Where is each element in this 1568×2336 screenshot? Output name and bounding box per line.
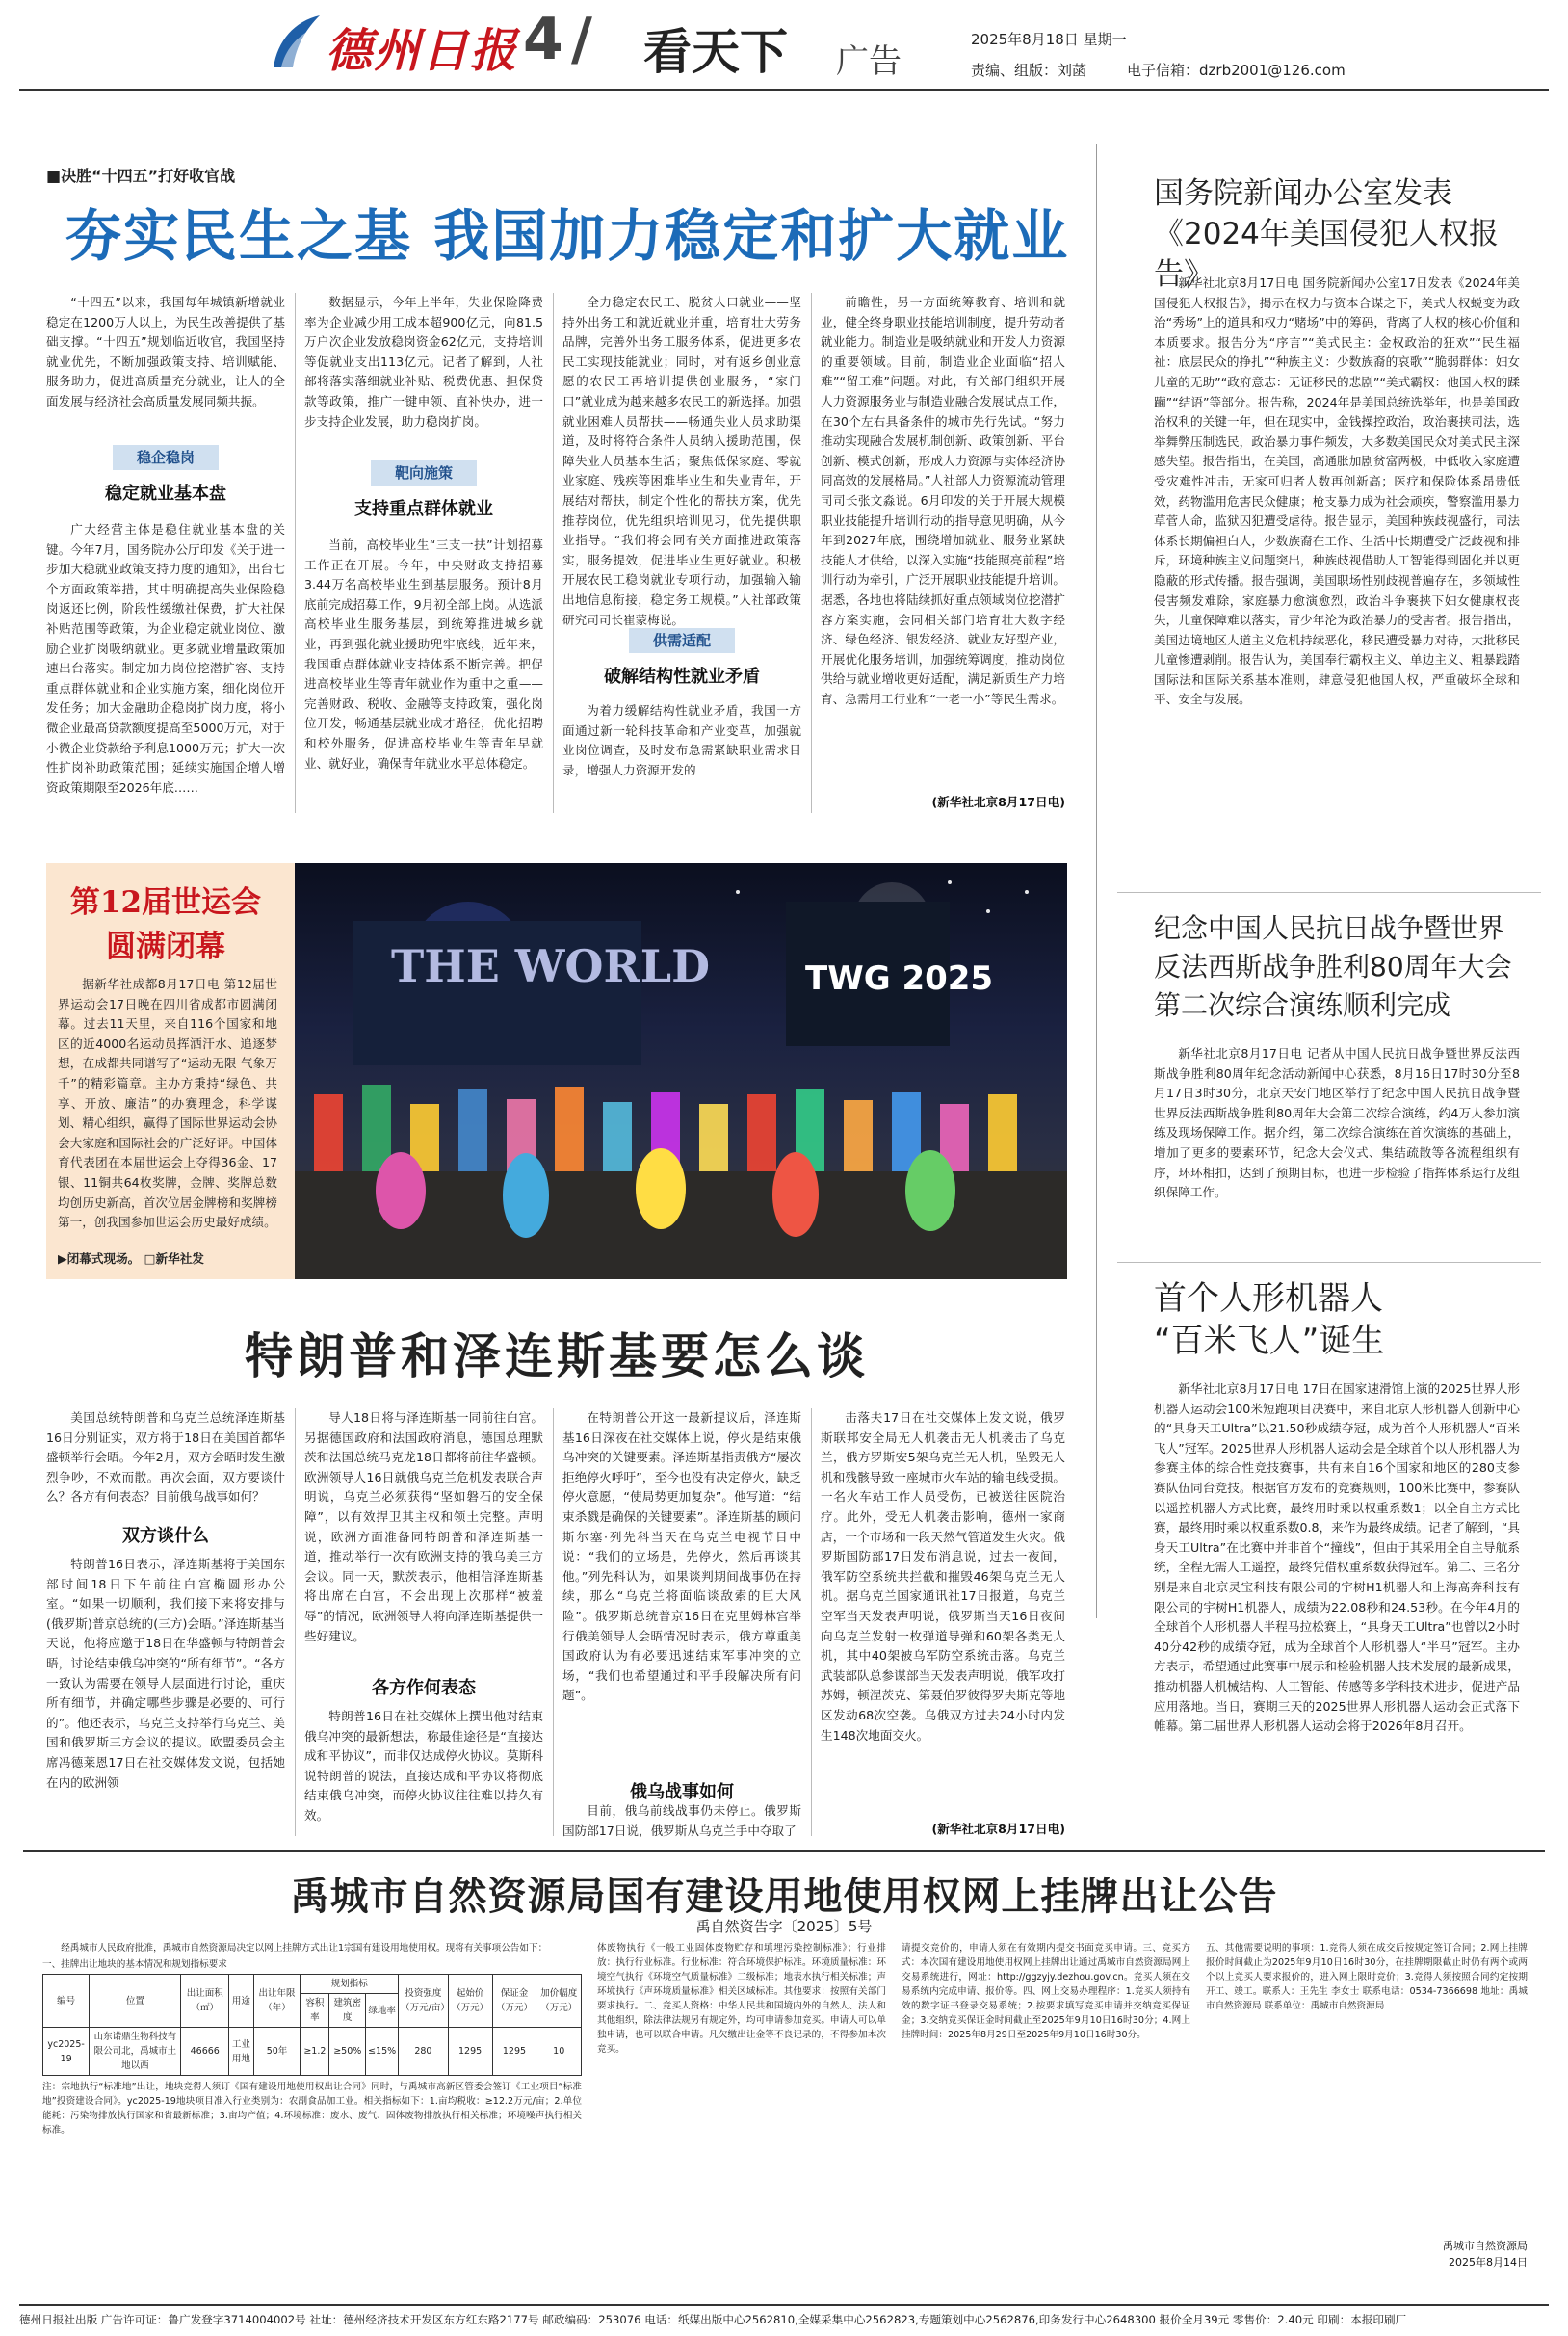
photo-screen-text-1: THE WORLD — [391, 940, 710, 992]
lead-byline: (新华社北京8月17日电) — [931, 795, 1065, 809]
right2-title-line3: 第二次综合演练顺利完成 — [1154, 989, 1451, 1021]
main-col-divider — [1096, 144, 1097, 1618]
games-photo — [295, 863, 1067, 1279]
table-cell: 山东诺鼎生物科技有限公司北，禹城市土地以西 — [90, 2028, 181, 2076]
table-header: 保证金（万元） — [492, 1975, 536, 2028]
trump-col-1b: 特朗普16日表示，泽连斯基将于美国东部时间18日下午前往白宫椭圆形办公室。“如果一切顺利，我们接下来将安排与(俄罗斯)普京总统的(三方)会晤。”泽连斯基当天说，他将应邀于18日在华盛顿与特朗普会晤，讨论结束俄乌冲突的“所有细节”。“各方一致认为需要在领导人层面进行讨论，重庆所有细节，并确定哪些步骤是必要的、可行的”。他还表示，乌克兰支持举行乌克兰、美国和俄罗斯三方会议的提议。欧盟委员会主席冯德莱恩17日在社交媒体发文说，包括她在内的欧洲领 — [46, 1557, 285, 1790]
notice-sec-1: 一、挂牌出让地块的基本情况和规划指标要求 — [42, 1959, 227, 1970]
right3-body: 新华社北京8月17日电 17日在国家速滑馆上演的2025世界人形机器人运动会100米短跑项目决赛中，来自北京人形机器人创新中心的“具身天工Ultra”以21.50秒成绩夺冠，成为首个人形机器人“百米飞人”冠军。2025世界人形机器人运动会是全球首个以人形机器人为参赛主体的综合性竞技赛事，共有来自16个国家和地区的280支参赛队伍同台竞技。根据官方发布的竞赛规则，100米比赛中，参赛队以遥控机器人方式比赛，最终用时乘以权重系数1；以全自主方式比赛，最终用时乘以权重系数0.8，来作为最终成绩。记者了解到，“具身天工Ultra”在比赛中并非首个“撞线”，但由于其采用全自主导航系统，全程无需人工遥控，最终凭借权重系数获得冠军。第二、三名分别是来自北京灵宝科技有限公司的宇树H1机器人和上海高奔科技有限公司的宇树H1机器人，成绩为22.08秒和24.53秒。在今年4月的全球首个人形机器人半程马拉松赛上，“具身天工Ultra”也曾以2小时40分42秒的成绩夺冠，成为全球首个人形机器人“半马”冠军。主办方表示，希望通过此赛事中展示和检验机器人技术发展的最新成果，推动机器人机械结构、人工智能、传感等多学科技术进步，促进产品应用落地。当日，赛期三天的2025世界人形机器人运动会正式落下帷幕。第二届世界人形机器人运动会将于2026年8月召开。 — [1154, 1381, 1520, 1734]
right2-title — [1154, 909, 1529, 1025]
section-title: 看天下 — [643, 23, 788, 80]
notice-frame — [23, 1850, 1545, 2293]
table-header: 建筑密度 — [329, 1994, 366, 2028]
badge-wrap-2 — [304, 460, 543, 486]
table-header: 绿地率 — [366, 1994, 399, 2028]
table-header: 投资强度（万元/亩） — [399, 1975, 449, 2028]
notice-sign-org: 禹城市自然资源局 — [1443, 2240, 1528, 2252]
lead-col-2a: 数据显示，今年上半年，失业保险降费率为企业减少用工成本超900亿元，向81.5万户次企业发放稳岗资金62亿元，支持培训等促就业支出113亿元。记者了解到，人社部将落实落细就业补贴、税费优惠、担保贷款等政策，推广一键申领、直补快办，进一步支持企业发展，助力稳岗扩岗。 — [304, 295, 543, 429]
footer-imprint: 德州日报社出版 广告许可证：鲁广发登字3714004002号 社址：德州经济技术开发区东方红东路2177号 邮政编码：253076 电话：纸媒出版中心2562810,全媒采集中心2562823,专题策划中心2562876,印务发行中心2648300 报价全月39元 零售价：2.40元 印刷：本报印刷厂 — [19, 2313, 1407, 2326]
notice-table — [42, 1974, 582, 2076]
right-divider — [1117, 892, 1541, 893]
games-title — [46, 880, 285, 969]
trump-sub-1: 双方谈什么 — [122, 1526, 209, 1546]
notice-number: 禹自然资告字〔2025〕5号 — [695, 1918, 873, 1935]
trump-sub-2: 各方作何表态 — [372, 1678, 476, 1698]
ad-tag: 广告 — [836, 42, 902, 81]
notice-col-3: 请提交竞价的，申请人须在有效期内提交书面竞买申请。三、竞买方式：本次国有建设用地使用权网上挂牌出让通过禹城市自然资源局网上交易系统进行，网址：http://ggzyjy.dezhou.gov.cn。竞买人须在交易系统内完成申请、报价等。四、网上交易办理程序：1.竞买人须持有效的数字证书登录交易系统；2.按要求填写竞买申请并交纳竞买保证金；3.交纳竞买保证金时间截止至2025年9月10日16时30分；4.网上挂牌时间：2025年8月29日至2025年9月10日16时30分。 — [902, 1943, 1190, 2040]
table-header: 出让年限（年） — [253, 1975, 301, 2028]
lead-kicker: ■决胜“十四五”打好收官战 — [46, 167, 236, 185]
right1-title-line2: 《2024年美国侵犯人权报告》 — [1154, 217, 1499, 292]
section-badge-3: 供需适配 — [629, 628, 735, 653]
trump-col-1a: 美国总统特朗普和乌克兰总统泽连斯基16日分别证实，双方将于18日在美国首都华盛顿举行会晤。今年2月，双方会晤时发生激烈争吵，不欢而散。再次会面，双方要谈什么？各方有何表态？目前俄乌战事如何？ — [46, 1410, 285, 1505]
right1-title-line1: 国务院新闻办公室发表 — [1154, 176, 1452, 211]
trump-byline: (新华社北京8月17日电) — [931, 1822, 1065, 1836]
table-header: 位置 — [90, 1975, 181, 2028]
trump-headline: 特朗普和泽连斯基要怎么谈 — [245, 1327, 869, 1384]
trump-col-2b: 特朗普16日在社交媒体上撰出他对结束俄乌冲突的最新想法，称最佳途径是“直接达成和平协议”，而非仅达成停火协议。莫斯科说特朗普的说法，直接达成和平协议将彻底结束俄乌冲突，而停火协议往往难以持久有效。 — [304, 1709, 543, 1823]
right2-body: 新华社北京8月17日电 记者从中国人民抗日战争暨世界反法西斯战争胜利80周年纪念活动新闻中心获悉，8月16日17时30分至8月17日3时30分，北京天安门地区举行了纪念中国人民抗日战争暨世界反法西斯战争胜利80周年大会第二次综合演练，约4万人参加演练及现场保障工作。据介绍，第二次综合演练在首次演练的基础上，增加了更多的要素环节，纪念大会仪式、集结疏散等各流程组织有序，环环相扣，达到了预期目标，也进一步检验了指挥体系运行及组织保障工作。 — [1154, 1046, 1520, 1200]
section-badge-2: 靶向施策 — [371, 460, 477, 486]
trump-col-4: 击落夫17日在社交媒体上发文说，俄罗斯联邦安全局无人机袭击无人机袭击了乌克兰，俄方罗斯安5架乌克兰无人机，坠毁无人机和残骸导致一座城市火车站的输电线受损。一名火车站工作人员受伤，已被送往医院治疗。此外，受无人机袭击影响，德州一家商店，一个市场和一段天然气管道发生火灾。俄罗斯国防部17日发布消息说，过去一夜间，俄军防空系统共拦截和摧毁46架乌克兰无人机。据乌克兰国家通讯社17日报道，乌克兰空军当天发表声明说，俄罗斯当天16日夜间向乌克兰发射一枚弹道导弹和60架各类无人机，其中40架被乌军防空系统击落。乌克兰武装部队总参谋部当天发表声明说，俄军攻打苏姆，顿涅茨克、第聂伯罗彼得罗夫斯克等地区发动68次空袭。乌俄双方过去24小时内发生148次地面交火。 — [821, 1410, 1065, 1743]
table-header: 编号 — [43, 1975, 90, 2028]
trump-col-3a: 在特朗普公开这一最新提议后，泽连斯基16日深夜在社交媒体上说，停火是结束俄乌冲突的关键要素。泽连斯基指责俄方“屡次拒绝停火呼吁”，至今也没有决定停火，缺乏停火意愿，“使局势更加复杂”。他写道：“结束杀戮是确保的关键要素”。泽连斯基的顾问斯尔塞·列先科当天在乌克兰电视节目中说：“我们的立场是，先停火，然后再谈其他。”列先科认为，如果谈判期间战事仍在持续，那么“乌克兰将面临谈敌索的巨大风险”。俄罗斯总统普京16日在克里姆林宫举行俄美领导人会晤情况时表示，俄方尊重美国政府认为有必要迅速结束军事冲突的立场，“我们也希望通过和平手段解决所有问题”。 — [562, 1410, 801, 1703]
photo-screen-text-2: TWG 2025 — [805, 959, 994, 998]
col-divider — [553, 1408, 554, 1836]
table-header: 起始价（万元） — [448, 1975, 492, 2028]
masthead — [0, 0, 1568, 89]
right1-body: 新华社北京8月17日电 国务院新闻办公室17日发表《2024年美国侵犯人权报告》，揭示在权力与资本合谋之下，美式人权蜕变为政治“秀场”上的道具和权力“赌场”中的筹码，背离了人权的核心价值和本质要求。报告分为“序言”“美式民主：金权政治的狂欢”“民生福祉：底层民众的挣扎”“种族主义：少数族裔的哀歌”“脆弱群体：妇女儿童的无助”“政府意志：无证移民的悲剧”“美式霸权：他国人权的蹂躏”“结语”等部分。报告称，2024年是美国总统选举年，也是美国政治权利的关键一年，但在现实中，金钱操控政治，政治裹挟司法，选举舞弊压制选民，政治暴力事件频发，大多数美国民众对美式民主深感失望。报告指出，在美国，高通胀加剧贫富两极，中低收入家庭遭受灾难性冲击，无家可归者人数再创新高；医疗和保险体系昂贵低效，药物滥用危害民众健康；枪支暴力成为社会顽疾，警察滥用暴力草菅人命，监狱囚犯遭受虐待。报告显示，美国种族歧视盛行，司法体系长期偏袒白人，少数族裔在工作、生活中长期遭受广泛歧视和排斥，环境种族主义问题突出，种族歧视借助人工智能得到固化并以更隐蔽的形式传播。报告强调，美国职场性别歧视普遍存在，多领域性侵害频发难除，家庭暴力愈演愈烈，政治斗争裹挟下妇女健康权丧失，儿童保障难以落实，青少年沦为政治暴力的受害者。报告指出，美国边境地区人道主义危机持续恶化，移民遭受暴力对待，大批移民儿童惨遭剥削。报告认为，美国奉行霸权主义、单边主义、粗暴践踏国际法和国际关系基本准则，肆意侵犯他国人权，严重破坏全球和平、安全与发展。 — [1154, 276, 1520, 707]
col-divider — [553, 293, 554, 813]
badge-wrap-1 — [46, 445, 285, 470]
table-cell: 46666 — [181, 2028, 229, 2076]
table-cell: 10 — [536, 2028, 582, 2076]
lead-sub-3: 破解结构性就业矛盾 — [604, 667, 760, 687]
table-row — [43, 2028, 582, 2076]
notice-signature — [1206, 2238, 1528, 2270]
games-photo-illustration — [295, 863, 1067, 1279]
table-header: 出让面积（㎡） — [181, 1975, 229, 2028]
games-title-line2: 圆满闭幕 — [106, 930, 225, 964]
col-divider — [295, 1408, 296, 1836]
lead-col-1: 广大经营主体是稳住就业基本盘的关键。今年7月，国务院办公厅印发《关于进一步加大稳就业政策支持力度的通知》，出台七个方面政策举措，其中明确提高失业保险稳岗返还比例，阶段性缓缴社保费，扩大社保补贴范围等政策，为企业稳定就业岗位、激励企业扩岗吸纳就业。更多就业增量政策加速出台落实。制定加力岗位挖潜扩容、支持重点群体就业和企业实施方案，细化岗位开发任务；加大金融助企稳岗扩岗力度，将小微企业最高贷款额度提高至5000万元，对于小微企业贷款给予利息1000万元；扩大一次性扩岗补助政策范围；延续实施国企增人增资政策期限至2026年底…… — [46, 522, 285, 795]
col-divider — [295, 293, 296, 813]
games-body: 据新华社成都8月17日电 第12届世界运动会17日晚在四川省成都市圆满闭幕。过去11天里，来自116个国家和地区的近4000名运动员挥洒汗水、追逐梦想，在成都共同谱写了“运动无限 气象万千”的精彩篇章。主办方秉持“绿色、共享、开放、廉洁”的办赛理念，科学谋划、精心组织，赢得了国际世界运动会协会大家庭和国际社会的广泛好评。中国体育代表团在本届世运会上夺得36金、17银、11铜共64枚奖牌，金牌、奖牌总数均创历史新高，首次位居金牌榜和奖牌榜第一，创我国参加世运会历史最好成绩。 — [58, 977, 277, 1230]
right2-title-line2: 反法西斯战争胜利80周年大会 — [1154, 951, 1512, 983]
notice-sign-date: 2025年8月14日 — [1449, 2256, 1528, 2269]
col-divider — [811, 293, 812, 813]
lead-sub-2: 支持重点群体就业 — [354, 499, 493, 519]
table-header-group: 规划指标 — [301, 1975, 399, 1994]
col-divider — [811, 1408, 812, 1836]
games-block — [46, 863, 1067, 1279]
table-header: 用途 — [229, 1975, 254, 2028]
table-cell: 工业用地 — [229, 2028, 254, 2076]
table-cell: 1295 — [448, 2028, 492, 2076]
lead-col-3b: 为着力缓解结构性就业矛盾，我国一方面通过新一轮科技革命和产业变革，加强就业岗位调查，及时发布急需紧缺职业需求目录，增强人力资源开发的 — [562, 703, 801, 777]
notice-col-4: 五、其他需要说明的事项：1.竞得人须在成交后按规定签订合同；2.网上挂牌报价时间截止为2025年9月10日16时30分，在挂牌期限截止时仍有两个或两个以上竞买人要求报价的，进入网上限时竞价；3.竞得人须按照合同约定按期开工、竣工。联系人：王先生 李女士 联系电话：0534-7366698 地址：禹城市自然资源局 联系单位：禹城市自然资源局 — [1206, 1943, 1528, 2011]
games-caption: ▶闭幕式现场。 □新华社发 — [58, 1251, 204, 1266]
section-badge-1: 稳企稳岗 — [113, 445, 219, 470]
table-header: 加价幅度（万元） — [536, 1975, 582, 2028]
email: 电子信箱：dzrb2001@126.com — [1127, 62, 1346, 79]
editors: 责编、组版：刘菡 — [971, 62, 1087, 79]
table-cell: 280 — [399, 2028, 449, 2076]
right3-title — [1154, 1277, 1520, 1362]
table-header-row — [43, 1975, 582, 1994]
right3-title-line1: 首个人形机器人 — [1154, 1279, 1383, 1318]
trump-sub-3: 俄乌战事如何 — [630, 1782, 734, 1802]
table-cell: ≥1.2 — [301, 2028, 329, 2076]
logo-mark-icon — [268, 12, 324, 71]
lead-intro: “十四五”以来，我国每年城镇新增就业稳定在1200万人以上，为民生改善提供了基础支撑。“十四五”规划临近收官，我国坚持就业优先，不断加强政策支持、培训赋能、服务助力，促进高质量充分就业，让人的全面发展与经济社会高质量发展同频共振。 — [46, 295, 285, 408]
games-title-line1: 第12届世运会 — [69, 885, 262, 920]
table-cell: ≤15% — [366, 2028, 399, 2076]
right3-title-line2: “百米飞人”诞生 — [1154, 1322, 1385, 1360]
trump-col-3b: 目前，俄乌前线战事仍未停止。俄罗斯国防部17日说，俄罗斯从乌克兰手中夺取了 — [562, 1803, 801, 1838]
trump-col-2a: 导人18日将与泽连斯基一同前往白宫。另据德国政府和法国政府消息，德国总理默茨和法国总统马克龙18日都将前往华盛顿。欧洲领导人16日就俄乌克兰危机发表联合声明说，乌克兰必须获得“坚如磐石的安全保障”，以有效捍卫其主权和领土完整。声明说，欧洲方面准备同特朗普和泽连斯基一道，推动举行一次有欧洲支持的俄乌美三方会议。同一天，默茨表示，他相信泽连斯基将出席在白宫，不会出现上次那样“被羞辱”的情况，欧洲领导人将向泽连斯基提供一些好建议。 — [304, 1410, 543, 1643]
notice-text-1: 注：宗地执行“标准地”出让，地块竞得人须订《国有建设用地使用权出让合同》同时，与禹城市高新区管委会签订《工业项目“标准地”投资建设合同》。yc2025-19地块项目准入行业类别为：农副食品加工业。相关指标如下：1.亩均税收：≥12.2万元/亩；2.单位能耗：污染物排放执行国家和省最新标准；3.亩均产值；4.环境标准：废水、废气、固体废物排放执行相关标准；环境噪声执行相关标准。 — [42, 2082, 582, 2136]
masthead-divider — [19, 89, 1549, 91]
table-cell: 50年 — [253, 2028, 301, 2076]
notice-intro: 经禹城市人民政府批准，禹城市自然资源局决定以网上挂牌方式出让1宗国有建设用地使用权。现将有关事项公告如下： — [61, 1943, 548, 1954]
notice-col-1 — [42, 1941, 582, 2288]
lead-col-2b: 当前，高校毕业生“三支一扶”计划招募工作正在开展。今年，中央财政支持招募3.44万名高校毕业生到基层服务。预计8月底前完成招募工作，9月初全部上岗。从选派高校毕业生服务基层，到统筹推进城乡就业，再到强化就业援助兜牢底线，近年来，我国重点群体就业支持体系不断完善。把促进高校毕业生等青年就业作为重中之重——完善财政、税收、金融等支持政策，强化岗位开发，畅通基层就业成才路径，优化招聘和校外服务，促进高校毕业生等青年早就业、就好业，确保青年就业水平总体稳定。 — [304, 538, 543, 771]
right-divider — [1117, 1262, 1541, 1263]
table-cell: 1295 — [492, 2028, 536, 2076]
lead-col-3a: 全力稳定农民工、脱贫人口就业——坚持外出务工和就近就业并重，培育壮大劳务品牌，完善外出务工服务体系，促进更多农民工实现技能就业；同时，对有返乡创业意愿的农民工再培训提供创业服务，“家门口”就业成为越来越多农民工的新选择。加强就业困难人员帮扶——畅通失业人员求助渠道，及时将符合条件人员纳入援助范围，保障失业人员基本生活；聚焦低保家庭、零就业家庭、残疾等困难毕业生和失业青年，开展结对帮扶，制定个性化的帮扶方案，优先推荐岗位，优先组织培训见习，优先提供职业指导。“我们将会同有关方面推进政策落实，服务提效，促进毕业生更好就业。积极开展农民工稳岗就业专项行动，加强输入输出地信息衔接，稳定务工规模。”人社部政策研究司司长崔蒙梅说。 — [562, 295, 801, 627]
lead-sub-1: 稳定就业基本盘 — [105, 484, 226, 504]
right2-title-line1: 纪念中国人民抗日战争暨世界 — [1154, 912, 1505, 944]
issue-date: 2025年8月18日 星期一 — [971, 31, 1127, 48]
table-header: 容积率 — [301, 1994, 329, 2028]
table-cell: yc2025-19 — [43, 2028, 90, 2076]
newspaper-logo: 德州日报 — [326, 24, 519, 78]
lead-col-4: 前瞻性，另一方面统筹教育、培训和就业，健全终身职业技能培训制度，提升劳动者就业能力。制造业是吸纳就业和开发人力资源的重要领域。目前，制造业企业面临“招人难”“留工难”问题。对此，有关部门组织开展人力资源服务业与制造业融合发展试点工作，在30个左右具备条件的城市先行先试。“努力推动实现融合发展机制创新、政策创新、平台创新、模式创新，形成人力资源与实体经济协同高效的发展格局。”人社部人力资源流动管理司司长张文淼说。6月印发的关于开展大规模职业技能提升培训行动的指导意见明确，从今年到2027年底，围绕增加就业、服务业紧缺技能人才供给，以深入实施“技能照亮前程”培训行动为牵引，广泛开展职业技能提升培训。据悉，各地也将陆续抓好重点领域岗位挖潜扩容方案实施，会同相关部门培育壮大数字经济、绿色经济、银发经济、就业友好型产业，开展优化服务培训，加强统筹调度，推动岗位供给与就业增收更好适配，满足新质生产力培育、急需用工行业和“一老一小”等民生需求。 — [821, 295, 1065, 706]
badge-wrap-3 — [562, 628, 801, 653]
lead-headline: 夯实民生之基 我国加力稳定和扩大就业 — [65, 203, 1070, 269]
notice-col-2: 体废物执行《一般工业固体废物贮存和填埋污染控制标准》；行业排放：执行行业标准。行业标准：符合环境保护标准。环境质量标准：环境空气执行《环境空气质量标准》二级标准；地表水执行相关标准；声环境执行《声环境质量标准》相关区域标准。其他要求：按照有关部门要求执行。二、竞买人资格：中华人民共和国境内外的自然人、法人和其他组织，除法律法规另有规定外，均可申请参加竞买。申请人可以单独申请，也可以联合申请。凡欠缴出让金等不良记录的，不得参加本次竞买。 — [597, 1943, 886, 2055]
table-cell: ≥50% — [329, 2028, 366, 2076]
notice-headline: 禹城市自然资源局国有建设用地使用权网上挂牌出让公告 — [290, 1875, 1278, 1919]
page-slash: / — [571, 6, 592, 73]
page-number: 4 — [523, 6, 563, 73]
footer-divider — [19, 2304, 1549, 2306]
